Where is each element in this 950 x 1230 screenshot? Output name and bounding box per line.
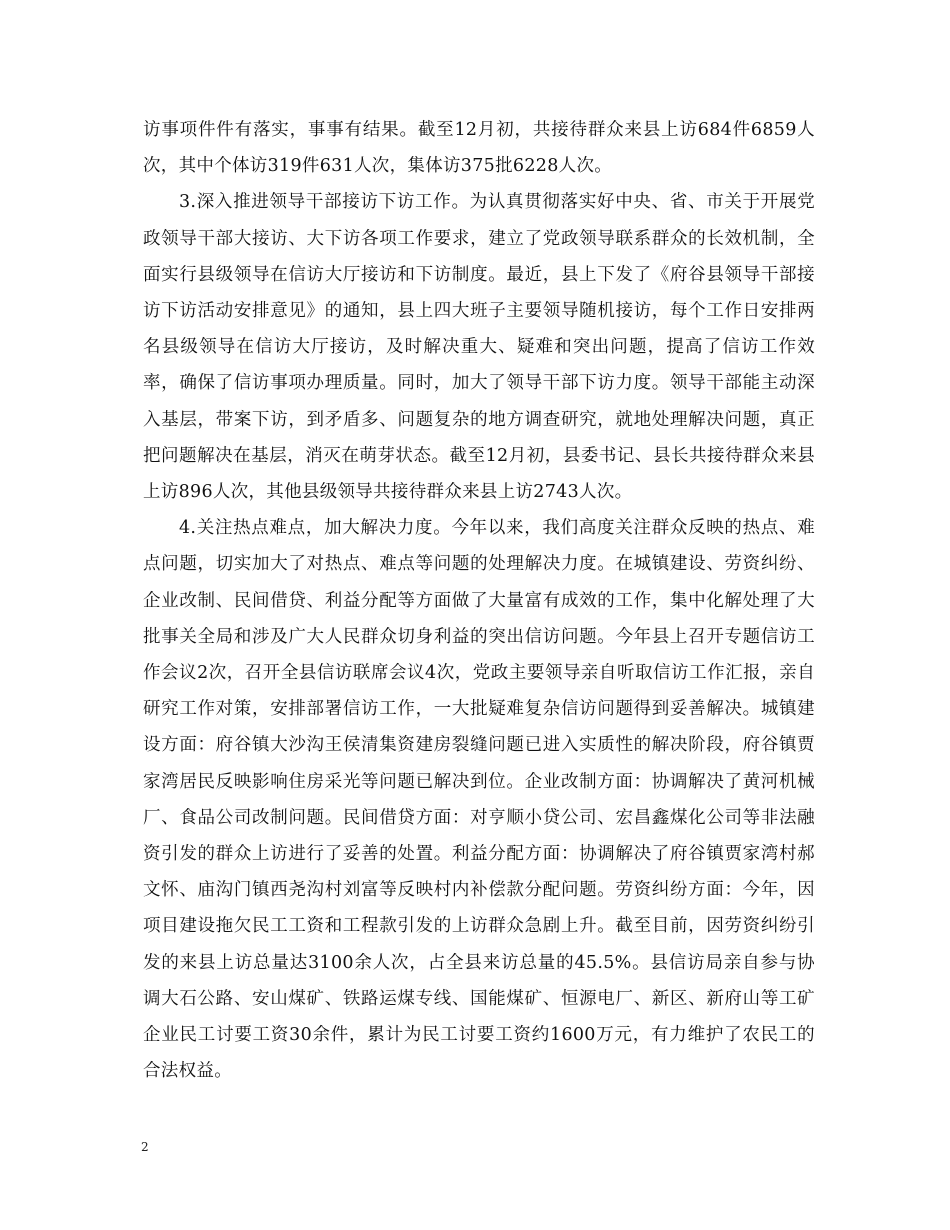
document-body: [143, 112, 815, 1089]
paragraph-continuation: 访事项件件有落实，事事有结果。截至12月初，共接待群众来县上访684件6859人次，其中个体访319件631人次，集体访375批6228人次。: [143, 120, 815, 177]
paragraph-item-3: 3.深入推进领导干部接访下访工作。为认真贯彻落实好中央、省、市关于开展党政领导干部大接访、大下访各项工作要求，建立了党政领导联系群众的长效机制，全面实行县级领导在信访大厅接访和下访制度。最近，县上下发了《府谷县领导干部接访下访活动安排意见》的通知，县上四大班子主要领导随机接访，每个工作日安排两名县级领导在信访大厅接访，及时解决重大、疑难和突出问题，提高了信访工作效率，确保了信访事项办理质量。同时，加大了领导干部下访力度。领导干部能主动深入基层，带案下访，到矛盾多、问题复杂的地方调查研究，就地处理解决问题，真正把问题解决在基层，消灭在萌芽状态。截至12月初，县委书记、县长共接待群众来县上访896人次，其他县级领导共接待群众来县上访2743人次。: [143, 192, 815, 503]
paragraph-item-4: 4.关注热点难点，加大解决力度。今年以来，我们高度关注群众反映的热点、难点问题，切实加大了对热点、难点等问题的处理解决力度。在城镇建设、劳资纠纷、企业改制、民间借贷、利益分配等方面做了大量富有成效的工作，集中化解处理了大批事关全局和涉及广大人民群众切身利益的突出信访问题。今年县上召开专题信访工作会议2次，召开全县信访联席会议4次，党政主要领导亲自听取信访工作汇报，亲自研究工作对策，安排部署信访工作，一大批疑难复杂信访问题得到妥善解决。城镇建设方面：府谷镇大沙沟王侯清集资建房裂缝问题已进入实质性的解决阶段，府谷镇贾家湾居民反映影响住房采光等问题已解决到位。企业改制方面：协调解决了黄河机械厂、食品公司改制问题。民间借贷方面：对亨顺小贷公司、宏昌鑫煤化公司等非法融资引发的群众上访进行了妥善的处置。利益分配方面：协调解决了府谷镇贾家湾村郝文怀、庙沟门镇西尧沟村刘富等反映村内补偿款分配问题。劳资纠纷方面：今年，因项目建设拖欠民工工资和工程款引发的上访群众急剧上升。截至目前，因劳资纠纷引发的来县上访总量达3100余人次，占全县来访总量的45.5%。县信访局亲自参与协调大石公路、安山煤矿、铁路运煤专线、国能煤矿、恒源电厂、新区、新府山等工矿企业民工讨要工资30余件，累计为民工讨要工资约1600万元，有力维护了农民工的合法权益。: [143, 518, 815, 1082]
page-number: 2: [141, 1140, 149, 1154]
